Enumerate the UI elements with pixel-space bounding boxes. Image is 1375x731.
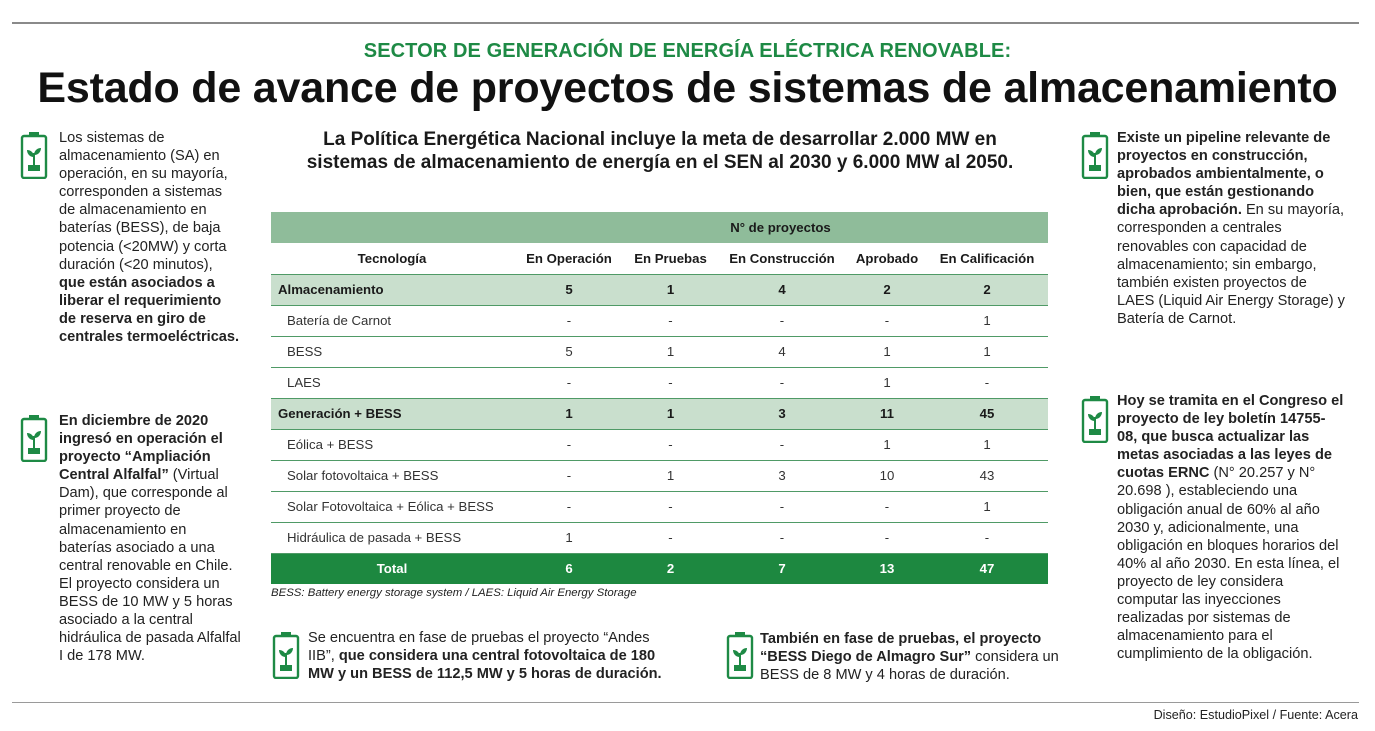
- right-text-2: Hoy se tramita en el Congreso el proyecto de ley boletín 14755-08, que busca actualizar las metas asociadas a las leyes de cuotas ERNC (N° 20.257 y N° 20.698 ), estableciendo una obligación anual de 60% al año 2030 y, adicionalmente, una obligación en bloques horarios del 40% al año 2030. En esta línea, el proyecto de ley considera computar las inyecciones realizadas por sistemas de almacenamiento para el cumplimiento de la obligación.: [1117, 393, 1344, 663]
- table-cell: 45: [926, 398, 1048, 429]
- table-row: [271, 305, 1048, 336]
- row-label: Solar fotovoltaica + BESS: [271, 460, 513, 491]
- intro-statement: La Política Energética Nacional incluye la meta de desarrollar 2.000 MW en sistemas de almacenamiento de energía en el SEN al 2030 y 6.000 MW al 2050.: [306, 129, 1014, 173]
- table-cell: -: [625, 367, 716, 398]
- battery-plant-icon: [272, 631, 300, 679]
- table-cell: 1: [926, 429, 1048, 460]
- table-cell: 1: [625, 460, 716, 491]
- table-row: [271, 522, 1048, 553]
- bottom-text-2: También en fase de pruebas, el proyecto “BESS Diego de Almagro Sur” considera un BESS de 8 MW y 4 horas de duración.: [760, 631, 1059, 684]
- table-cell: -: [513, 367, 625, 398]
- left-text-1: Los sistemas de almacenamiento (SA) en operación, en su mayoría, corresponden a sistemas de almacenamiento en baterías (BESS), de baja potencia (<20MW) y corta duración (<20 minutos), que están asociados a liberar el requerimiento de reserva en giro de centrales termoeléctricas.: [59, 130, 240, 346]
- table-cell: 1: [513, 522, 625, 553]
- column-header: En Construcción: [716, 243, 848, 274]
- table-cell: 3: [716, 398, 848, 429]
- battery-plant-icon: [1081, 395, 1109, 443]
- table-cell: -: [513, 305, 625, 336]
- table-cell: 3: [716, 460, 848, 491]
- table-cell: 10: [848, 460, 926, 491]
- row-label: LAES: [271, 367, 513, 398]
- table-cell: 5: [513, 274, 625, 305]
- row-label: Generación + BESS: [271, 398, 513, 429]
- left-text-2: En diciembre de 2020 ingresó en operación el proyecto “Ampliación Central Alfalfal” (Virtual Dam), que corresponde al primer proyecto de almacenamiento en baterías asociado a una central renovable en Chile. El proyecto considera un BESS de 10 MW y 5 horas asociado a la central hidráulica de pasada Alfalfal I de 178 MW.: [59, 413, 241, 665]
- column-header: En Pruebas: [625, 243, 716, 274]
- table-cell: 4: [716, 336, 848, 367]
- table-cell: 43: [926, 460, 1048, 491]
- credit-line: Diseño: EstudioPixel / Fuente: Acera: [1153, 708, 1358, 722]
- column-header: Tecnología: [271, 243, 513, 274]
- table-cell: -: [926, 367, 1048, 398]
- table-cell: 7: [716, 553, 848, 584]
- table-cell: -: [513, 429, 625, 460]
- table-cell: 1: [926, 336, 1048, 367]
- table-cell: -: [926, 522, 1048, 553]
- battery-plant-icon: [726, 631, 754, 679]
- column-header: En Operación: [513, 243, 625, 274]
- table-cell: -: [625, 491, 716, 522]
- table-cell: 4: [716, 274, 848, 305]
- row-label: BESS: [271, 336, 513, 367]
- table-cell: -: [625, 522, 716, 553]
- table-cell: 2: [625, 553, 716, 584]
- table-cell: 1: [625, 336, 716, 367]
- category-row: [271, 274, 1048, 305]
- table-cell: -: [625, 429, 716, 460]
- table-cell: 6: [513, 553, 625, 584]
- row-label: Solar Fotovoltaica + Eólica + BESS: [271, 491, 513, 522]
- table-cell: -: [716, 305, 848, 336]
- battery-plant-icon: [1081, 131, 1109, 179]
- table-cell: 13: [848, 553, 926, 584]
- table-row: [271, 336, 1048, 367]
- table-cell: -: [716, 367, 848, 398]
- table-cell: 1: [625, 274, 716, 305]
- table-row: [271, 460, 1048, 491]
- table-cell: 1: [926, 305, 1048, 336]
- table-cell: 11: [848, 398, 926, 429]
- table-cell: 5: [513, 336, 625, 367]
- table-cell: 1: [926, 491, 1048, 522]
- table-footnote: BESS: Battery energy storage system / LAES: Liquid Air Energy Storage: [271, 587, 637, 599]
- row-label: Eólica + BESS: [271, 429, 513, 460]
- table-cell: -: [848, 305, 926, 336]
- row-label: Total: [271, 553, 513, 584]
- table-cell: -: [848, 522, 926, 553]
- table-row: [271, 429, 1048, 460]
- kicker: SECTOR DE GENERACIÓN DE ENERGÍA ELÉCTRICA RENOVABLE:: [363, 40, 1012, 62]
- table-cell: -: [513, 491, 625, 522]
- table-cell: 47: [926, 553, 1048, 584]
- group-header: N° de proyectos: [513, 212, 1048, 243]
- table-cell: -: [716, 429, 848, 460]
- battery-plant-icon: [20, 414, 48, 462]
- table-body: [271, 274, 1048, 584]
- right-text-1: Existe un pipeline relevante de proyectos en construcción, aprobados ambientalmente, o bien, que están gestionando dicha aprobación. En su mayoría, corresponden a centrales renovables con capacidad de almacenamiento; sin embargo, también existen proyectos de LAES (Liquid Air Energy Storage) y Batería de Carnot.: [1117, 130, 1345, 327]
- table-cell: -: [716, 491, 848, 522]
- headline: Estado de avance de proyectos de sistemas de almacenamiento: [37, 64, 1338, 112]
- group-header-blank: [271, 212, 513, 243]
- table-cell: 1: [513, 398, 625, 429]
- table-cell: 1: [848, 429, 926, 460]
- table-cell: 1: [848, 336, 926, 367]
- table-cell: 2: [926, 274, 1048, 305]
- bottom-text-1: Se encuentra en fase de pruebas el proyecto “Andes IIB”, que considera una central fotovoltaica de 180 MW y un BESS de 112,5 MW y 5 horas de duración.: [308, 630, 662, 683]
- top-rule: [12, 22, 1359, 24]
- battery-plant-icon: [20, 131, 48, 179]
- total-row: [271, 553, 1048, 584]
- table-cell: 1: [625, 398, 716, 429]
- table-cell: 1: [848, 367, 926, 398]
- column-header: En Calificación: [926, 243, 1048, 274]
- column-header-row: [271, 243, 1048, 274]
- row-label: Almacenamiento: [271, 274, 513, 305]
- table-cell: -: [716, 522, 848, 553]
- projects-table: [271, 212, 1048, 584]
- row-label: Hidráulica de pasada + BESS: [271, 522, 513, 553]
- column-header: Aprobado: [848, 243, 926, 274]
- category-row: [271, 398, 1048, 429]
- table-cell: -: [625, 305, 716, 336]
- table-cell: 2: [848, 274, 926, 305]
- bottom-rule: [12, 702, 1359, 703]
- table-row: [271, 491, 1048, 522]
- table-cell: -: [848, 491, 926, 522]
- table-row: [271, 367, 1048, 398]
- row-label: Batería de Carnot: [271, 305, 513, 336]
- table-cell: -: [513, 460, 625, 491]
